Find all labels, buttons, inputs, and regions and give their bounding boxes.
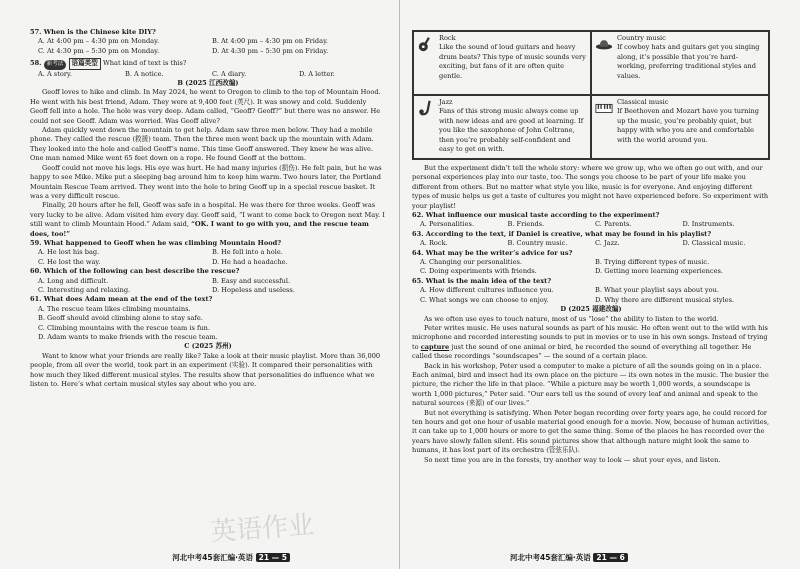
option[interactable]: A. Rock. xyxy=(420,239,448,248)
piano-icon xyxy=(595,99,613,117)
option[interactable]: C. Doing experiments with friends. xyxy=(420,267,537,276)
option[interactable]: B. A notice. xyxy=(125,69,164,78)
option[interactable]: A. Personalities. xyxy=(420,220,475,229)
watermark: 英语作业 xyxy=(209,510,316,548)
q61-stem: 61. What does Adam mean at the end of the text? xyxy=(30,295,213,304)
left-column xyxy=(30,28,386,389)
option[interactable]: B. Easy and successful. xyxy=(212,276,291,285)
q57-stem: 57. When is the Chinese kite DIY? xyxy=(30,28,156,36)
right-column xyxy=(412,30,770,465)
passage-d-para-2-rest: just the sound of one animal or bird, he recorded the sound of everything all together. He called these recordings “soundscapes” — the sound of a certain place. xyxy=(412,342,752,361)
text-type-tag: 语篇类型 xyxy=(69,58,101,69)
passage-b-para-4-text: Finally, 20 hours after he fell, Geoff was safe in a hospital. He was there for three weeks. Geoff was very lucky to be alive. Adam visited him every day. Geoff said, “I want to come back to Oregon next May. I still want to climb Mountain Hood.” Adam said, xyxy=(30,201,385,229)
option[interactable]: D. Hopeless and useless. xyxy=(212,285,295,294)
cowboy-hat-icon xyxy=(595,35,613,53)
q59-stem: 59. What happened to Geoff when he was climbing Mountain Hood? xyxy=(30,238,282,247)
option[interactable]: B. He fell into a hole. xyxy=(212,248,283,257)
passage-c-para: Want to know what your friends are really like? Take a look at their music playlist. More than 36,000 people, from all over the world, took part in an experiment (实验). It compared their personalities with how much they liked different musical styles. The results show that personalities do influence what we listen to. Here’s what certain musical styles say about who you are. xyxy=(30,351,381,389)
passage-b-title: B (2025 江西改编) xyxy=(177,79,239,88)
passage-b-para-3: Geoff could not move his legs. His eye was hurt. He had many injuries (损伤). He felt pain, but he was happy to see Mike. Mike put a sleeping bag around him to keep him warm. Two hours later, the Portland Mountain Rescue Team arrived. They went into the hole to bring Geoff up in a special rescue basket. It was a very difficult rescue. xyxy=(30,163,382,200)
option[interactable]: D. A letter. xyxy=(299,69,335,78)
page-number: 21 — 6 xyxy=(593,553,627,562)
passage-c-title: C (2025 苏州) xyxy=(184,342,232,351)
music-desc: If cowboy hats and guitars get you singing along, it’s possible that you’re hard-working, preferring traditional styles and values. xyxy=(617,43,760,80)
guitar-icon xyxy=(417,35,435,53)
q58-stem: What kind of text is this? xyxy=(102,59,187,68)
option[interactable]: C. Parents. xyxy=(595,220,632,229)
option[interactable]: B. What your playlist says about you. xyxy=(595,286,719,295)
passage-c-conclusion: But the experiment didn’t tell the whole story: where we grow up, who we often go out with, and our personal experiences play into our taste, too. The songs you choose to be part of your life make you different from others. But no matter what style you like, music is for everyone. And enjoying different types of music helps us get a taste of cultures you might not have experienced before. So experiment with your playlist! xyxy=(412,164,769,210)
option[interactable]: C. Interesting and relaxing. xyxy=(38,285,131,294)
new-method-tag: 新考法 xyxy=(44,60,67,69)
passage-d-para-5: So next time you are in the forests, try another way to look — shut your eyes, and listen. xyxy=(424,455,721,464)
music-cell-country xyxy=(591,31,769,95)
footer-title: 河北中考45套汇编·英语 xyxy=(172,553,253,562)
right-page xyxy=(400,0,800,569)
music-name: Country music xyxy=(617,34,666,42)
q65-stem: 65. What is the main idea of the text? xyxy=(412,276,552,285)
passage-d-para-3: Back in his workshop, Peter used a computer to make a picture of all the sounds going on in a place. Each animal, bird and insect had its own place on the picture — its own notes in the music. The busier the picture, the richer the life in that place. “While a picture may be worth 1,000 words, a soundscape is worth 1,000 pictures,” Peter said. “Our ears tell us the sound of every leaf and animal and speak to the natural sources (来源) of our lives.” xyxy=(412,361,769,408)
option[interactable]: A. The rescue team likes climbing mountains. xyxy=(38,304,191,313)
q62-options xyxy=(412,220,770,229)
music-desc: Like the sound of loud guitars and heavy drum beats? This type of music sounds very exciting, but fans of it are often quite gentle. xyxy=(439,43,586,80)
q57-options xyxy=(30,37,386,56)
passage-d-para-1: As we often use eyes to touch nature, most of us “lose” the ability to listen to the world. xyxy=(424,314,719,323)
q64-options xyxy=(412,258,770,277)
music-cell-jazz xyxy=(413,95,591,159)
option[interactable]: D. At 4:30 pm – 5:30 pm on Friday. xyxy=(212,46,329,55)
passage-b-para-2: Adam quickly went down the mountain to get help. Adam saw three men below. They had a mobile phone. They called the rescue (救援) team. Then the three men went back up the mountain with Adam. They looked into the hole and called Geoff’s name. This time Geoff answered. They knew he was alive. One man named Mike went 65 feet down on a rope. He found Geoff at the bottom. xyxy=(30,126,374,163)
option[interactable]: A. A story. xyxy=(38,69,72,78)
q65-options xyxy=(412,286,770,305)
option[interactable]: C. At 4:30 pm – 5:30 pm on Monday. xyxy=(38,46,160,55)
music-cell-classical xyxy=(591,95,769,159)
option[interactable]: A. How different cultures influence you. xyxy=(420,286,554,295)
passage-d-title: D (2025 福建改编) xyxy=(560,305,622,314)
page-number: 21 — 5 xyxy=(256,553,290,562)
option[interactable]: C. What songs we can choose to enjoy. xyxy=(420,295,549,304)
q58-stem-line xyxy=(30,58,386,69)
option[interactable]: B. Trying different types of music. xyxy=(595,258,710,267)
q64-stem: 64. What may be the writer’s advice for us? xyxy=(412,248,573,257)
q60-stem: 60. Which of the following can best describe the rescue? xyxy=(30,267,240,276)
option[interactable]: D. He had a headache. xyxy=(212,257,288,266)
passage-b-para-1: Geoff loves to hike and climb. In May 2024, he went to Oregon to climb to the top of Mountain Hood. He went with his best friend, Adam. They were at 9,400 feet (英尺). It was snowy and cold. Suddenly Geoff fell into a hole. The hole was very deep. Adam called, “Geoff? Geoff?” but there was no answer. He could not see Geoff. Adam was worried. Was Geoff alive? xyxy=(30,88,381,125)
passage-d-para-2-text: Peter writes music. He uses natural sounds as part of his music. He often went out to the wild with his microphone and recorded interesting sounds to put in movies or to use in his own songs. Instead of trying to xyxy=(412,323,768,351)
q63-stem: 63. According to the text, if Daniel is creative, what may be found in his playlist? xyxy=(412,229,712,238)
q62-stem: 62. What influence our musical taste according to the experiment? xyxy=(412,211,660,220)
music-desc: Fans of this strong music always come up with new ideas and are good at learning. If you like the saxophone of John Coltrane, then you’re probably self-confident and easy to get on with. xyxy=(439,107,584,154)
option[interactable]: C. Climbing mountains with the rescue team is fun. xyxy=(38,323,211,332)
option[interactable]: B. Friends. xyxy=(507,220,545,229)
footer-title: 河北中考45套汇编·英语 xyxy=(510,553,591,562)
underlined-word-capture: capture xyxy=(420,342,450,351)
passage-d-para-2 xyxy=(412,324,770,362)
q58-number: 58. xyxy=(30,59,42,68)
option[interactable]: A. Changing our personalities. xyxy=(420,258,522,267)
option[interactable]: D. Instruments. xyxy=(682,220,735,229)
q59-options xyxy=(30,248,386,267)
q63-options xyxy=(412,239,770,248)
option[interactable]: B. At 4:00 pm – 4:30 pm on Friday. xyxy=(212,37,329,46)
option[interactable]: D. Why there are different musical styles. xyxy=(595,295,735,304)
music-name: Classical music xyxy=(617,98,669,106)
option[interactable]: B. Country music. xyxy=(507,239,568,248)
passage-b-para-4 xyxy=(30,201,386,239)
option[interactable]: D. Getting more learning experiences. xyxy=(595,267,723,276)
option[interactable]: D. Adam wants to make friends with the rescue team. xyxy=(38,333,218,341)
option[interactable]: C. A diary. xyxy=(212,69,247,78)
option[interactable]: B. Geoff should avoid climbing alone to stay safe. xyxy=(38,314,203,323)
option[interactable]: D. Classical music. xyxy=(682,239,746,248)
option[interactable]: A. He lost his bag. xyxy=(38,248,100,257)
right-footer xyxy=(510,552,628,563)
passage-b-quote: “OK. I want to go with you, and the rescue team does, too!” xyxy=(30,220,369,238)
left-footer xyxy=(172,552,290,563)
music-cell-rock xyxy=(413,31,591,95)
passage-d-para-4: But not everything is satisfying. When Peter began recording over forty years ago, he could record for ten hours and get one hour of usable material good enough for a movie. Now, because of human activities, it can take up to 1,000 hours or more to get the same thing. Some of the places he has recorded over the years have slowly fallen silent. His sound pictures show that although nature might look the same to humans, it has lost part of its orchestra (管弦乐队). xyxy=(412,408,770,455)
saxophone-icon xyxy=(417,99,435,117)
option[interactable]: C. He lost the way. xyxy=(38,257,101,266)
option[interactable]: C. Jazz. xyxy=(595,239,620,248)
music-name: Rock xyxy=(439,34,456,42)
option[interactable]: A. Long and difficult. xyxy=(38,276,109,285)
option[interactable]: A. At 4:00 pm – 4:30 pm on Monday. xyxy=(38,37,160,46)
music-name: Jazz xyxy=(439,98,453,106)
music-style-table xyxy=(412,30,770,160)
music-desc: If Beethoven and Mozart have you turning up the music, you’re probably quiet, but happy with who you are and comfortable with the world around you. xyxy=(617,107,759,144)
q58-options xyxy=(30,70,386,79)
q60-options xyxy=(30,277,386,296)
